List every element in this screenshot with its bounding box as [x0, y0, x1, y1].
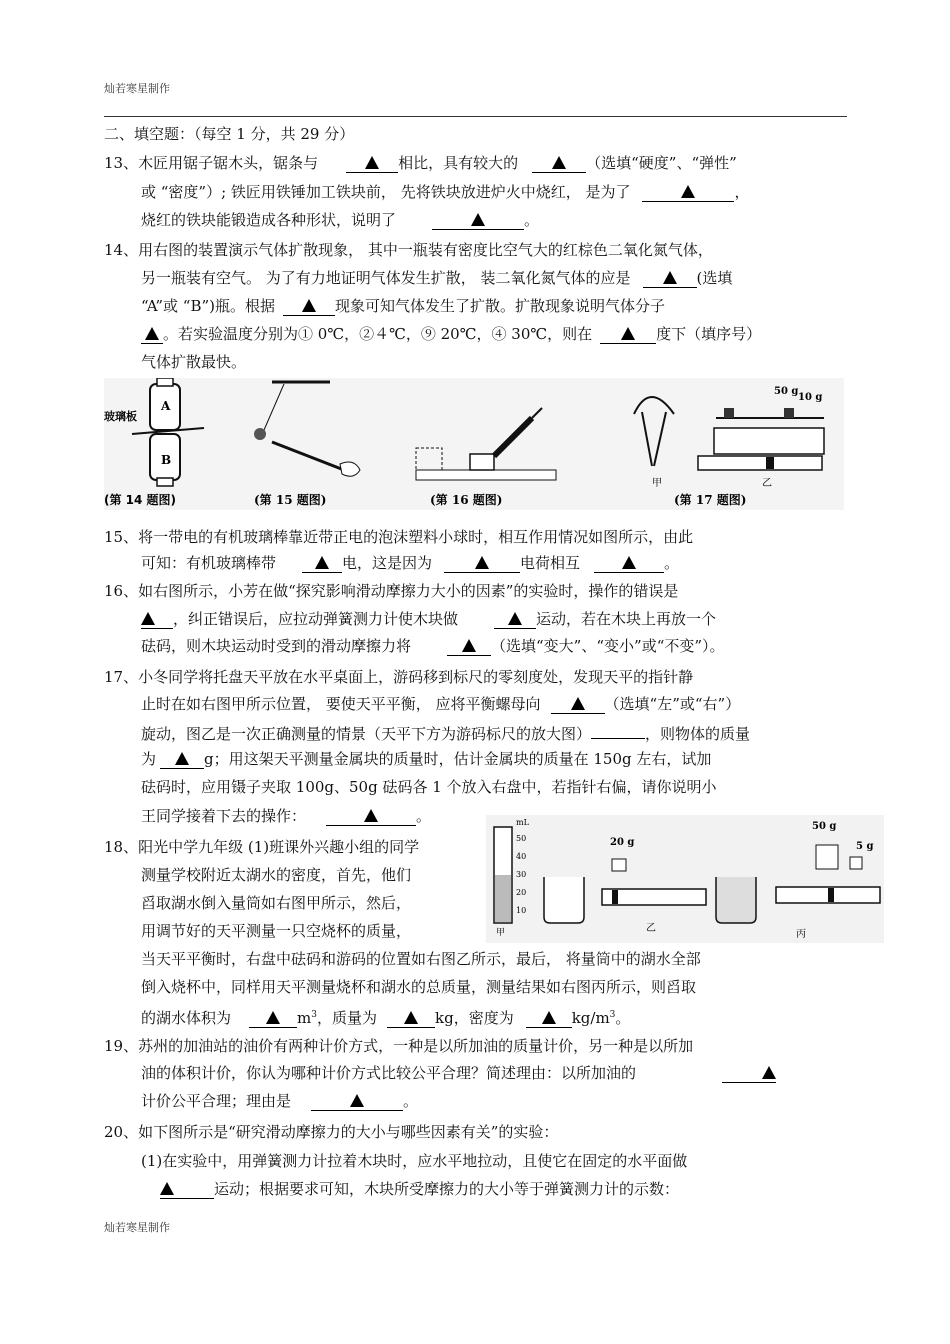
q17-line6: 王同学接着下去的操作： 。 — [141, 807, 432, 825]
answer-blank[interactable] — [346, 155, 398, 173]
q14-line4: 。若实验温度分别为① 0℃，②４℃，⑨ 20℃，④ 30℃，则在 度下（填序号） — [141, 324, 761, 344]
caption-fig17: (第 17 题图) — [674, 493, 747, 507]
triangle-icon — [315, 556, 329, 569]
triangle-icon — [302, 299, 316, 312]
triangle-icon — [141, 612, 155, 625]
label-b: B — [161, 453, 172, 467]
tick-50: 50 — [516, 834, 527, 843]
q18-line3: 舀取湖水倒入量筒如右图甲所示，然后， — [141, 894, 412, 912]
answer-blank[interactable] — [249, 1010, 297, 1028]
answer-blank[interactable] — [494, 611, 536, 629]
triangle-icon — [552, 156, 566, 169]
caption-fig16: (第 16 题图) — [430, 493, 503, 507]
answer-blank[interactable] — [594, 555, 664, 573]
q15-line2: 可知：有机玻璃棒带 电，这是因为 电荷相互 。 — [141, 554, 680, 572]
answer-blank[interactable] — [532, 155, 586, 173]
triangle-icon — [175, 752, 189, 765]
q14-line5: 气体扩散最快。 — [141, 353, 247, 371]
q14-line1: 14、用右图的装置演示气体扩散现象， 其中一瓶装有密度比空气大的红棕色二氧化氮气体， — [104, 241, 713, 259]
q13-line3: 烧红的铁块能锻造成各种形状，说明了 。 — [141, 211, 540, 229]
triangle-icon — [462, 639, 476, 652]
q18-line4: 用调节好的天平测量一只空烧杯的质量， — [141, 922, 412, 940]
tick-30: 30 — [516, 870, 527, 879]
answer-blank[interactable] — [141, 611, 173, 629]
label-10g: 10 g — [798, 392, 823, 403]
q18-line5: 当天平平衡时，右盘中砝码和游码的位置如右图乙所示，最后， 将量筒中的湖水全部 — [141, 950, 701, 968]
q19-line2: 油的体积计价，你认为哪种计价方式比较公平合理？简述理由：以所加油的 — [141, 1063, 776, 1083]
header-rule — [104, 116, 847, 117]
answer-blank[interactable] — [283, 298, 335, 316]
q18-line2: 测量学校附近太湖水的密度，首先，他们 — [141, 866, 412, 884]
q18-line1: 18、阳光中学九年级 (1)班课外兴趣小组的同学 — [104, 838, 420, 856]
answer-blank[interactable] — [642, 184, 734, 202]
q18-line7: 的湖水体积为 $m^3$，质量为 kg，密度为 $kg/m^3$。 — [141, 1009, 631, 1027]
answer-blank[interactable] — [551, 696, 605, 714]
triangle-icon — [145, 327, 159, 340]
answer-blank[interactable] — [722, 1065, 776, 1083]
answer-blank[interactable] — [447, 638, 491, 656]
section-title: 二、填空题：（每空 1 分，共 29 分） — [104, 125, 355, 143]
caption-fig15: (第 15 题图) — [254, 493, 327, 507]
q14-line2: 另一瓶装有空气。 为了有力地证明气体发生扩散， 装二氧化氮气体的应是 (选填 — [141, 269, 733, 287]
triangle-icon — [350, 1094, 364, 1107]
water-beaker — [716, 877, 756, 923]
q19-line1: 19、苏州的加油站的油价有两种计价方式，一种是以所加油的质量计价，另一种是以所加 — [104, 1037, 694, 1055]
triangle-icon — [762, 1066, 776, 1079]
page-header: 灿若寒星制作 — [104, 82, 170, 95]
answer-blank[interactable] — [160, 751, 204, 769]
page-footer: 灿若寒星制作 — [104, 1221, 170, 1234]
triangle-icon — [471, 213, 485, 226]
q17-line3: 旋动，图乙是一次正确测量的情景（天平下方为游码标尺的放大图） ，则物体的质量 — [141, 721, 750, 744]
answer-blank[interactable] — [141, 326, 163, 344]
q15-line1: 15、将一带电的有机玻璃棒靠近带正电的泡沫塑料小球时，相互作用情况如图所示，由此 — [104, 528, 694, 546]
q13-line2: 或 “密度”）; 铁匠用铁锤加工铁块前， 先将铁块放进炉火中烧红， 是为了 ， — [141, 183, 750, 201]
label-glass: 玻璃板 — [104, 410, 137, 423]
fig18-measurement — [486, 815, 884, 943]
tick-20: 20 — [516, 888, 527, 897]
superscript-3: 3 — [609, 1010, 616, 1020]
label-yi-18: 乙 — [646, 923, 656, 934]
answer-blank[interactable] — [444, 555, 520, 573]
q13-line1: 13、木匠用锯子锯木头，锯条与 相比，具有较大的 （选填“硬度”、“弹性” — [104, 154, 737, 172]
label-bing: 丙 — [796, 929, 806, 940]
label-50g: 50 g — [774, 386, 799, 397]
q14-line3: “A”或 “B”)瓶。根据 现象可知气体发生了扩散。扩散现象说明气体分子 — [141, 297, 666, 315]
answer-blank[interactable] — [311, 1093, 403, 1111]
label-a: A — [161, 399, 171, 413]
q20-line1: 20、如下图所示是“研究滑动摩擦力的大小与哪些因素有关”的实验： — [104, 1123, 559, 1141]
answer-blank[interactable] — [387, 1010, 435, 1028]
triangle-icon — [542, 1011, 556, 1024]
q20-line3: 运动；根据要求可知，木块所受摩擦力的大小等于弹簧测力计的示数： — [160, 1179, 679, 1199]
q17-line1: 17、小冬同学将托盘天平放在水平桌面上，游码移到标尺的零刻度处，发现天平的指针静 — [104, 668, 694, 686]
triangle-icon — [364, 809, 378, 822]
triangle-icon — [508, 612, 522, 625]
figures-row — [104, 378, 844, 510]
q16-line1: 16、如右图所示，小芳在做“探究影响滑动摩擦力大小的因素”的实验时，操作的错误是 — [104, 582, 679, 600]
answer-blank[interactable] — [600, 326, 656, 344]
q16-line2: ，纠正错误后，应拉动弹簧测力计使木块做 运动，若在木块上再放一个 — [141, 609, 716, 629]
answer-blank[interactable] — [643, 270, 697, 288]
triangle-icon — [571, 697, 585, 710]
empty-beaker — [544, 877, 584, 923]
label-jia-18: 甲 — [496, 928, 506, 938]
label-20g: 20 g — [610, 837, 635, 848]
q18-line6: 倒入烧杯中，同样用天平测量烧杯和湖水的总质量，测量结果如右图丙所示，则舀取 — [141, 978, 697, 996]
answer-blank[interactable] — [591, 721, 645, 739]
q17-line2: 止时在如右图甲所示位置， 要使天平平衡， 应将平衡螺母向 （选填“左”或“右”） — [141, 695, 741, 713]
label-jia: 甲 — [652, 478, 662, 489]
caption-fig14: (第 14 题图) — [104, 493, 177, 507]
answer-blank[interactable] — [160, 1181, 214, 1199]
label-50g-18: 50 g — [812, 821, 837, 832]
triangle-icon — [681, 185, 695, 198]
triangle-icon — [663, 271, 677, 284]
triangle-icon — [475, 556, 489, 569]
q19-line3: 计价公平合理；理由是 。 — [141, 1092, 419, 1110]
q17-line4: 为 g；用这架天平测量金属块的质量时，估计金属块的质量在 150g 左右，试加 — [141, 750, 712, 768]
q17-line5: 砝码时，应用镊子夹取 100g、50g 砝码各 1 个放入右盘中，若指针右偏，请你说明小 — [141, 778, 717, 796]
superscript-3: 3 — [311, 1010, 317, 1020]
tick-10: 10 — [516, 906, 527, 915]
answer-blank[interactable] — [432, 212, 524, 230]
label-yi: 乙 — [762, 478, 772, 489]
triangle-icon — [622, 556, 636, 569]
label-5g: 5 g — [856, 841, 874, 852]
label-ml: mL — [516, 818, 529, 827]
q20-line2: (1)在实验中，用弹簧测力计拉着木块时，应水平地拉动，且使它在固定的水平面做 — [141, 1152, 688, 1170]
answer-blank[interactable] — [526, 1010, 572, 1028]
triangle-icon — [404, 1011, 418, 1024]
answer-blank[interactable] — [302, 555, 342, 573]
q16-line3: 砝码，则木块运动时受到的滑动摩擦力将 （选填“变大”、“变小”或“不变”）。 — [141, 637, 725, 655]
triangle-icon — [160, 1182, 174, 1195]
triangle-icon — [365, 156, 379, 169]
answer-blank[interactable] — [326, 808, 416, 826]
tick-40: 40 — [516, 852, 527, 861]
triangle-icon — [621, 327, 635, 340]
triangle-icon — [266, 1011, 280, 1024]
